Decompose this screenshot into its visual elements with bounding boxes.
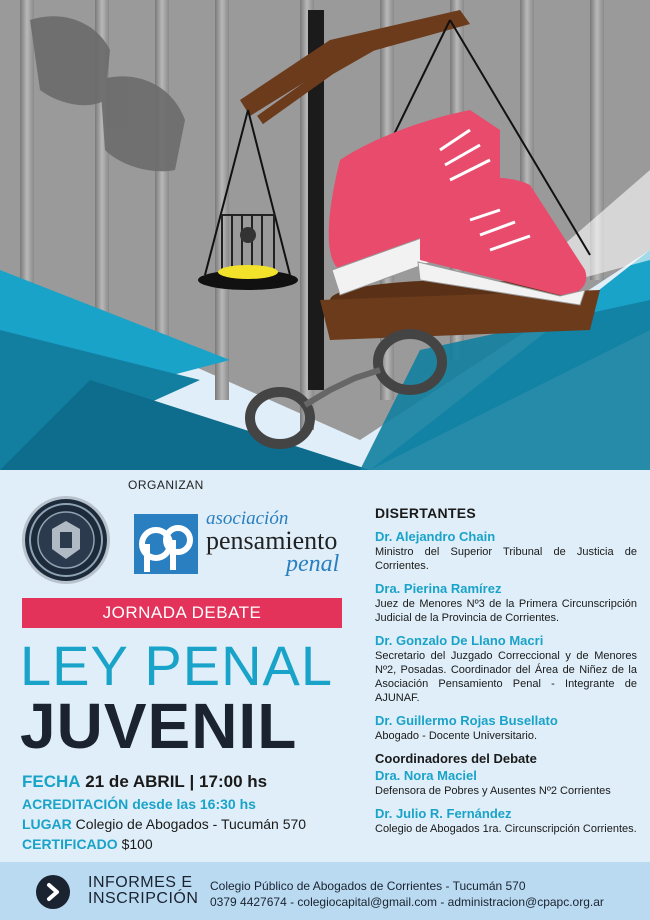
- speaker-name: Dra. Pierina Ramírez: [375, 581, 502, 596]
- certificado-label: CERTIFICADO: [22, 836, 118, 852]
- app-mark-icon: [134, 514, 198, 574]
- certificado-row: [22, 836, 306, 856]
- contact-address: Colegio Público de Abogados de Corrientes - Tucumán 570: [210, 879, 526, 893]
- colegio-seal-logo: [22, 496, 110, 584]
- speaker-name: Dr. Gonzalo De Llano Macri: [375, 633, 544, 648]
- event-title-line2: JUVENIL: [20, 690, 298, 762]
- speakers-heading: DISERTANTES: [375, 505, 477, 521]
- event-title-line1: LEY PENAL: [20, 634, 334, 697]
- event-tag-banner: JORNADA DEBATE: [22, 598, 342, 628]
- informes-line1: INFORMES E: [88, 874, 193, 891]
- speakers-panel: [375, 505, 637, 844]
- coordinator-name: Dr. Julio R. Fernández: [375, 806, 512, 821]
- informes-line2: INSCRIPCIÓN: [88, 890, 199, 907]
- contact-phone-email: 0379 4427674 - colegiocapital@gmail.com - administracion@cpapc.org.ar: [210, 895, 604, 909]
- speaker-description: Ministro del Superior Tribunal de Justicia de Corrientes.: [375, 546, 637, 572]
- coordinator-description: Colegio de Abogados 1ra. Circunscripción Corrientes.: [375, 823, 637, 835]
- coordinator-description: Defensora de Pobres y Ausentes Nº2 Corrientes: [375, 785, 611, 797]
- speaker-description: Secretario del Juzgado Correccional y de Menores Nº2, Posadas. Coordinador del Área de Niñez de la Asociación Pensamiento Penal - Integrante de AJUNAF.: [375, 650, 637, 704]
- speaker-description: Abogado - Docente Universitario.: [375, 730, 538, 742]
- speaker-description: Juez de Menores Nº3 de la Primera Circunscripción Judicial de la Provincia de Corrientes.: [375, 598, 637, 624]
- speaker-name: Dr. Guillermo Rojas Busellato: [375, 713, 558, 728]
- app-logo-line2: pensamiento: [206, 526, 338, 555]
- app-logo-line1: asociación: [206, 508, 289, 529]
- certificado-value: $100: [121, 836, 153, 852]
- informes-label: [88, 875, 198, 907]
- contact-info: [210, 878, 604, 910]
- lugar-value: Colegio de Abogados - Tucumán 570: [75, 816, 307, 832]
- coordinators-heading: Coordinadores del Debate: [375, 751, 537, 766]
- lugar-label: LUGAR: [22, 816, 72, 832]
- event-details: [22, 772, 306, 856]
- app-logo: [134, 506, 358, 578]
- fecha-label: FECHA: [22, 772, 81, 791]
- acreditacion-row: [22, 796, 306, 816]
- chevron-right-icon: [36, 875, 70, 909]
- app-logo-line3: penal: [286, 551, 340, 577]
- acreditacion-value: desde las 16:30 hs: [132, 796, 256, 812]
- fecha-row: [22, 772, 306, 796]
- acreditacion-label: ACREDITACIÓN: [22, 796, 129, 812]
- fecha-date: 21 de ABRIL: [85, 772, 185, 791]
- fecha-separator: |: [189, 772, 195, 791]
- organizers-label: ORGANIZAN: [128, 478, 204, 492]
- fecha-time: 17:00 hs: [199, 772, 268, 791]
- coordinator-name: Dra. Nora Maciel: [375, 768, 477, 783]
- lugar-row: [22, 816, 306, 836]
- seal-emblem-icon: [25, 499, 107, 581]
- speaker-name: Dr. Alejandro Chain: [375, 529, 496, 544]
- footer-bar: [0, 862, 650, 920]
